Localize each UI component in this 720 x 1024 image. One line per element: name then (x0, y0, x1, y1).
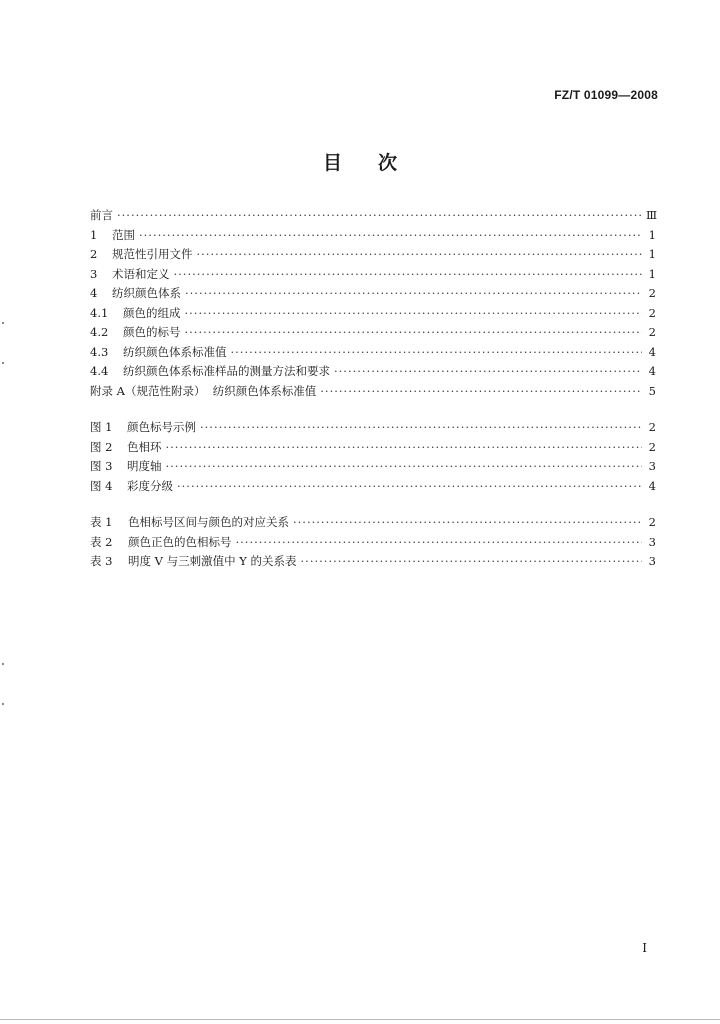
toc-leader-dots (200, 418, 642, 438)
figure-entry-2[interactable] (90, 438, 656, 458)
toc-entry-page: Ⅲ (646, 208, 658, 222)
toc-figures-list (90, 418, 656, 496)
toc-entry-1[interactable] (90, 226, 656, 246)
toc-leader-dots (197, 245, 643, 265)
toc-entry-label: 纺织颜色体系标准值 (123, 344, 227, 359)
figure-entry-page: 4 (648, 478, 656, 493)
toc-leader-dots (174, 265, 643, 285)
title-char-1: 目 (322, 152, 342, 174)
toc-entry-page: 2 (648, 305, 656, 320)
scan-artifact (2, 362, 4, 364)
toc-entry-label: 颜色的标号 (123, 325, 181, 339)
figure-entry-number: 图 2 (90, 439, 113, 454)
page-title (0, 148, 720, 175)
toc-entry-label: 附录 A（规范性附录） 纺织颜色体系标准值 (90, 383, 317, 398)
standard-code: FZ/T 01099—2008 (554, 88, 658, 102)
figure-entry-1[interactable] (90, 418, 656, 438)
scan-artifact (2, 663, 4, 665)
page-number: I (642, 941, 647, 955)
table-entry-number: 表 2 (90, 534, 113, 549)
toc-entry-4-4[interactable] (90, 362, 656, 382)
table-entry-page: 3 (648, 554, 656, 568)
table-entry-2[interactable] (90, 533, 656, 553)
page-edge-divider (0, 1019, 720, 1020)
figure-entry-page: 2 (648, 439, 656, 454)
toc-entry-label: 纺织颜色体系标准样品的测量方法和要求 (123, 364, 330, 378)
scan-artifact (2, 703, 4, 705)
figure-entry-label: 色相环 (127, 439, 162, 454)
table-entry-number: 表 3 (90, 554, 113, 568)
toc-entry-4-1[interactable] (90, 304, 656, 324)
figure-entry-number: 图 4 (90, 478, 113, 493)
title-char-2: 次 (378, 152, 398, 174)
toc-leader-dots (185, 284, 642, 304)
table-entry-number: 表 1 (90, 515, 113, 529)
toc-entry-page: 5 (648, 383, 656, 398)
table-entry-label: 色相标号区间与颜色的对应关系 (128, 515, 289, 529)
figure-entry-3[interactable] (90, 457, 656, 477)
figure-entry-page: 2 (648, 420, 656, 434)
toc-leader-dots (231, 343, 643, 363)
toc-tables-list (90, 513, 656, 572)
toc-leader-dots (117, 206, 642, 226)
toc-entry-number: 4.4 (90, 364, 109, 378)
toc-entry-label: 颜色的组成 (123, 305, 181, 320)
toc-entry-page: 1 (648, 266, 656, 281)
toc-entry-2[interactable] (90, 245, 656, 265)
toc-entry-number: 4.3 (90, 344, 109, 359)
toc-entry-number: 3 (90, 266, 98, 281)
toc-leader-dots (166, 457, 643, 477)
scan-artifact (2, 322, 4, 324)
figure-entry-label: 明度轴 (127, 459, 162, 473)
toc-entry-label: 纺织颜色体系 (112, 286, 181, 300)
toc-leader-dots (139, 226, 642, 246)
table-entry-page: 3 (648, 534, 656, 549)
toc-entry-page: 4 (648, 364, 656, 378)
toc-leader-dots (185, 304, 643, 324)
figure-entry-number: 图 3 (90, 459, 113, 473)
toc-entry-page: 2 (648, 286, 656, 300)
toc-entry-annex-a[interactable] (90, 382, 656, 402)
toc-leader-dots (293, 513, 642, 533)
table-entry-page: 2 (648, 515, 656, 529)
toc-entry-3[interactable] (90, 265, 656, 285)
toc-entry-4-3[interactable] (90, 343, 656, 363)
toc-entry-label: 范围 (112, 227, 135, 242)
toc-leader-dots (334, 362, 642, 382)
table-entry-label: 颜色正色的色相标号 (128, 534, 232, 549)
toc-entry-page: 1 (648, 227, 656, 242)
toc-leader-dots (320, 382, 642, 402)
figure-entry-label: 颜色标号示例 (127, 420, 196, 434)
table-entry-3[interactable] (90, 552, 656, 572)
figure-entry-page: 3 (648, 459, 656, 473)
toc-entry-number: 4.1 (90, 305, 109, 320)
toc-entry-number: 2 (90, 247, 98, 261)
toc-entry-foreword[interactable] (90, 206, 656, 226)
table-entry-1[interactable] (90, 513, 656, 533)
figure-entry-4[interactable] (90, 477, 656, 497)
toc-main-list (90, 206, 656, 401)
toc-entry-number: 1 (90, 227, 98, 242)
toc-leader-dots (177, 477, 642, 497)
toc-entry-number: 4 (90, 286, 98, 300)
table-entry-label: 明度 V 与三刺激值中 Y 的关系表 (128, 554, 297, 568)
toc-entry-page: 4 (648, 344, 656, 359)
toc-entry-number: 4.2 (90, 325, 109, 339)
toc-entry-label: 术语和定义 (112, 266, 170, 281)
toc-leader-dots (301, 552, 642, 572)
toc-entry-4[interactable] (90, 284, 656, 304)
toc-leader-dots (166, 438, 643, 458)
toc-entry-label: 前言 (90, 208, 113, 222)
toc-leader-dots (236, 533, 643, 553)
toc-entry-page: 2 (648, 325, 656, 339)
figure-entry-label: 彩度分级 (127, 478, 173, 493)
toc-entry-page: 1 (648, 247, 656, 261)
toc-entry-4-2[interactable] (90, 323, 656, 343)
toc-leader-dots (185, 323, 643, 343)
toc-entry-label: 规范性引用文件 (112, 247, 193, 261)
figure-entry-number: 图 1 (90, 420, 113, 434)
